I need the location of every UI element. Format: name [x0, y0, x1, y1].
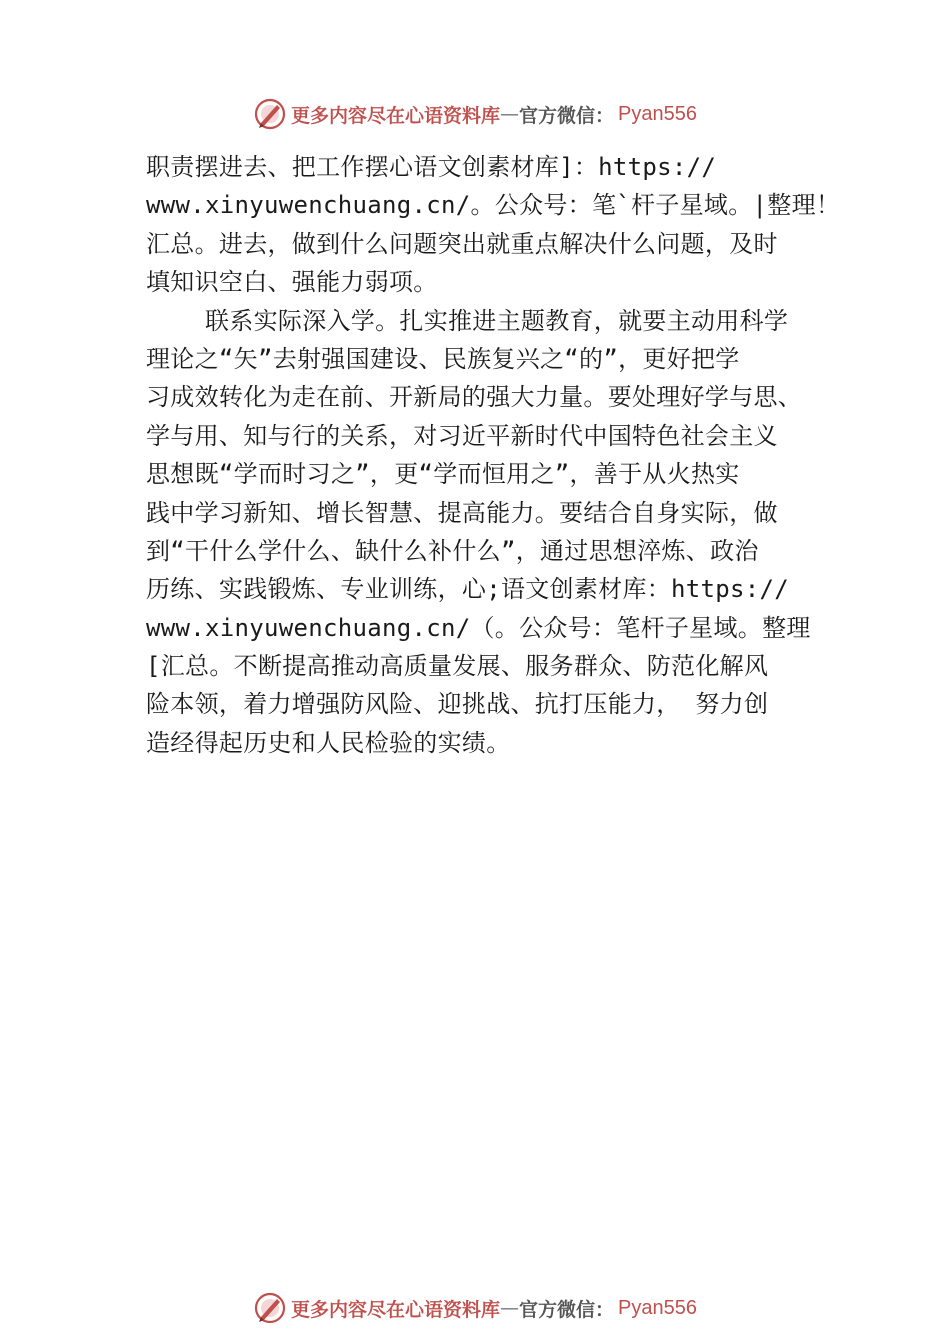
header-banner	[0, 94, 950, 134]
document-body	[146, 148, 841, 762]
banner-wechat-label: 官方微信：	[519, 1298, 615, 1321]
text-line: 思想既“学而时习之”，更“学而恒用之”，善于从火热实	[146, 460, 740, 489]
footer-banner	[0, 1288, 950, 1328]
text-line: 联系实际深入学。扎实推进主题教育，就要主动用科学	[146, 306, 789, 335]
text-line: www.xinyuwenchuang.cn/（。公众号：笔杆子星域。整理	[146, 613, 811, 642]
banner-title: 更多内容尽在心语资料库	[291, 1298, 501, 1321]
banner-title: 更多内容尽在心语资料库	[291, 104, 501, 127]
text-line: 习成效转化为走在前、开新局的强大力量。要处理好学与思、	[146, 383, 803, 412]
text-line: 填知识空白、强能力弱项。	[146, 268, 438, 297]
text-line: www.xinyuwenchuang.cn/。公众号：笔`杆子星域。|整理！	[146, 191, 841, 220]
text-line: 汇总。进去，做到什么问题突出就重点解决什么问题，及时	[146, 229, 778, 258]
banner-wechat-id: Pyan556	[618, 102, 697, 125]
text-line: 造经得起历史和人民检验的实绩。	[146, 728, 511, 757]
text-line: 践中学习新知、增长智慧、提高能力。要结合自身实际，做	[146, 498, 778, 527]
banner-wechat-id: Pyan556	[618, 1296, 697, 1319]
text-line: 理论之“矢”去射强国建设、民族复兴之“的”，更好把学	[146, 344, 740, 373]
text-line: 职责摆进去、把工作摆心语文创素材库]：https://	[146, 153, 717, 181]
banner-wechat-label: 官方微信：	[519, 104, 615, 127]
text-line: 历练、实践锻炼、专业训练，心;语文创素材库：https://	[146, 575, 790, 604]
banner-dash: —	[500, 103, 520, 125]
pen-logo-icon	[253, 1291, 287, 1325]
text-line: 到“干什么学什么、缺什么补什么”，通过思想淬炼、政治	[146, 536, 759, 565]
pen-logo-icon	[253, 97, 287, 131]
text-line: [汇总。不断提高推动高质量发展、服务群众、防范化解风	[146, 652, 769, 681]
banner-dash: —	[500, 1297, 520, 1319]
text-line: 学与用、知与行的关系，对习近平新时代中国特色社会主义	[146, 421, 778, 450]
text-line: 险本领，着力增强防风险、迎挑战、抗打压能力， 努力创	[146, 690, 769, 719]
